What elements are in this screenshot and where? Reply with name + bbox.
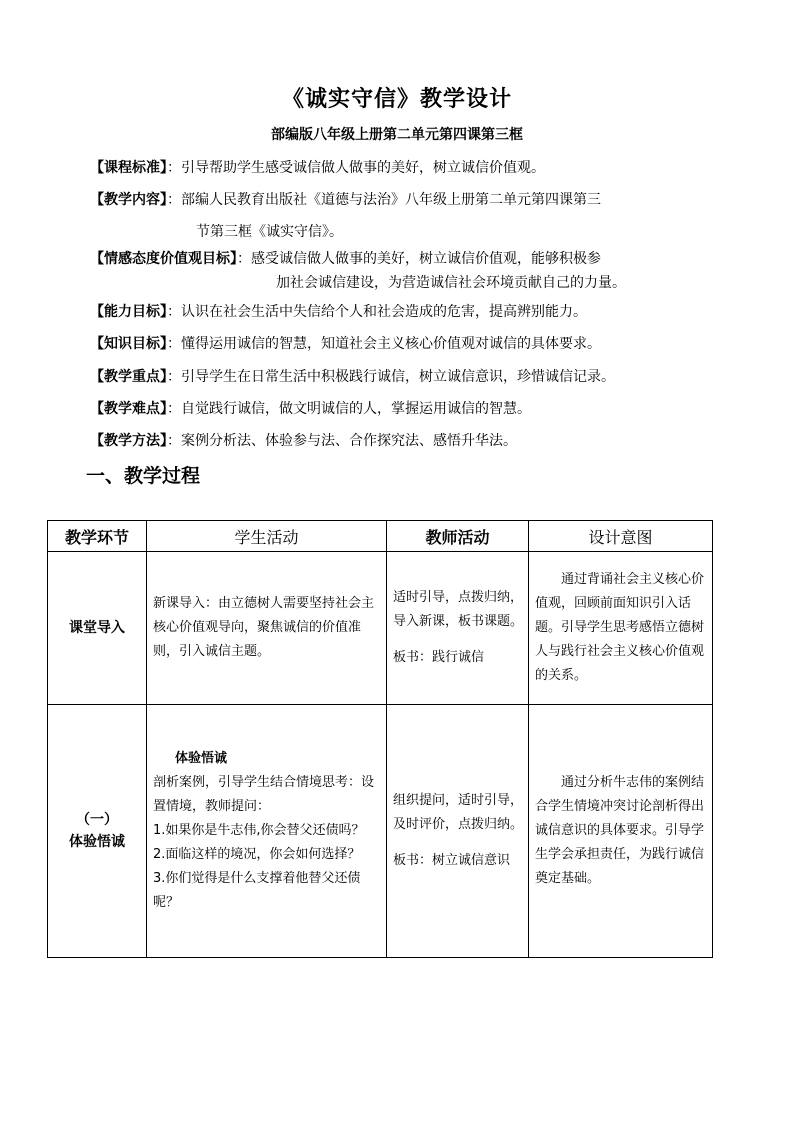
document-title: 《诚实守信》教学设计	[281, 87, 512, 112]
student-activity-cell	[147, 705, 387, 958]
teacher-activity-cell	[387, 705, 529, 958]
field-value: 案例分析法、体验参与法、合作探究法、感悟升华法。	[181, 433, 517, 449]
field-value: 感受诚信做人做事的美好，树立诚信价值观，能够积极参	[251, 251, 601, 267]
design-intent-cell: 通过背诵社会主义核心价值观，回顾前面知识引入话题。引导学生思考感悟立德树人与践行社会主义核心价值观的关系。	[529, 552, 713, 705]
field-key: 【情感态度价值观目标】	[90, 251, 237, 267]
field-difficult-point	[90, 399, 690, 419]
teacher-activity-text: 适时引导，点拨归纳，导入新课，板书课题。	[393, 590, 524, 629]
field-key: 【教学难点】	[90, 401, 167, 417]
table-header-intent: 设计意图	[529, 521, 713, 552]
field-separator: ：	[167, 160, 181, 176]
field-separator: ：	[167, 369, 181, 385]
board-note: 板书：践行诚信	[393, 650, 485, 665]
field-separator: ：	[237, 251, 251, 267]
field-separator: ：	[167, 336, 181, 352]
field-key: 【能力目标】	[90, 304, 167, 320]
table-header-student: 学生活动	[147, 521, 387, 552]
table-header-row	[48, 521, 713, 552]
field-continuation: 加社会诚信建设，为营造诚信社会环境贡献自己的力量。	[276, 275, 626, 291]
field-separator: ：	[167, 401, 181, 417]
field-teaching-content	[90, 190, 690, 210]
field-key: 【教学方法】	[90, 433, 167, 449]
field-emotion-goal	[90, 249, 690, 269]
field-curriculum-standard	[90, 158, 690, 178]
question-item: 1.如果你是牛志伟,你会替父还债吗？	[153, 823, 365, 838]
stage-name: 体验悟诚	[69, 834, 125, 850]
field-separator: ：	[167, 433, 181, 449]
field-teaching-method	[90, 431, 690, 451]
field-value: 认识在社会生活中失信给个人和社会造成的危害，提高辨别能力。	[181, 304, 587, 320]
table-row	[48, 705, 713, 958]
section-heading: 一、教学过程	[86, 465, 201, 487]
field-value: 懂得运用诚信的智慧，知道社会主义核心价值观对诚信的具体要求。	[181, 336, 601, 352]
design-intent-cell: 通过分析牛志伟的案例结合学生情境冲突讨论剖析得出诚信意识的具体要求。引导学生学会承担责任，为践行诚信奠定基础。	[529, 705, 713, 958]
teacher-activity-text: 组织提问，适时引导，及时评价，点拨归纳。	[393, 793, 524, 832]
field-value: 引导帮助学生感受诚信做人做事的美好，树立诚信价值观。	[181, 160, 545, 176]
table-row	[48, 552, 713, 705]
field-key: 【教学重点】	[90, 369, 167, 385]
table-header-stage: 教学环节	[48, 521, 147, 552]
field-key: 【课程标准】	[90, 160, 167, 176]
field-value: 部编人民教育出版社《道德与法治》八年级上册第二单元第四课第三	[181, 192, 601, 208]
student-activity-title: 体验悟诚	[175, 751, 228, 766]
student-activity-text: 新课导入：由立德树人需要坚持社会主核心价值观导向，聚焦诚信的价值准则，引入诚信主题。	[153, 596, 375, 659]
field-continuation: 节第三框《诚实守信》。	[196, 224, 343, 240]
stage-cell: 课堂导入	[48, 552, 147, 705]
student-activity-cell	[147, 552, 387, 705]
question-item: 3.你们觉得是什么支撑着他替父还债呢？	[153, 871, 361, 910]
field-knowledge-goal	[90, 334, 690, 354]
stage-cell	[48, 705, 147, 958]
field-key: 【知识目标】	[90, 336, 167, 352]
stage-number: （一）	[76, 812, 118, 828]
student-activity-intro: 剖析案例，引导学生结合情境思考：设置情境，教师提问：	[153, 775, 375, 814]
document-subtitle: 部编版八年级上册第二单元第四课第三框	[271, 127, 523, 143]
field-ability-goal	[90, 302, 690, 322]
field-value: 引导学生在日常生活中积极践行诚信，树立诚信意识，珍惜诚信记录。	[181, 369, 615, 385]
field-separator: ：	[167, 192, 181, 208]
field-value: 自觉践行诚信，做文明诚信的人，掌握运用诚信的智慧。	[181, 401, 531, 417]
question-item: 2.面临这样的境况，你会如何选择？	[153, 847, 361, 862]
field-separator: ：	[167, 304, 181, 320]
teaching-process-table	[47, 520, 713, 958]
board-note: 板书：树立诚信意识	[393, 853, 511, 868]
table-header-teacher: 教师活动	[387, 521, 529, 552]
teacher-activity-cell	[387, 552, 529, 705]
field-key-point	[90, 367, 690, 387]
field-key: 【教学内容】	[90, 192, 167, 208]
